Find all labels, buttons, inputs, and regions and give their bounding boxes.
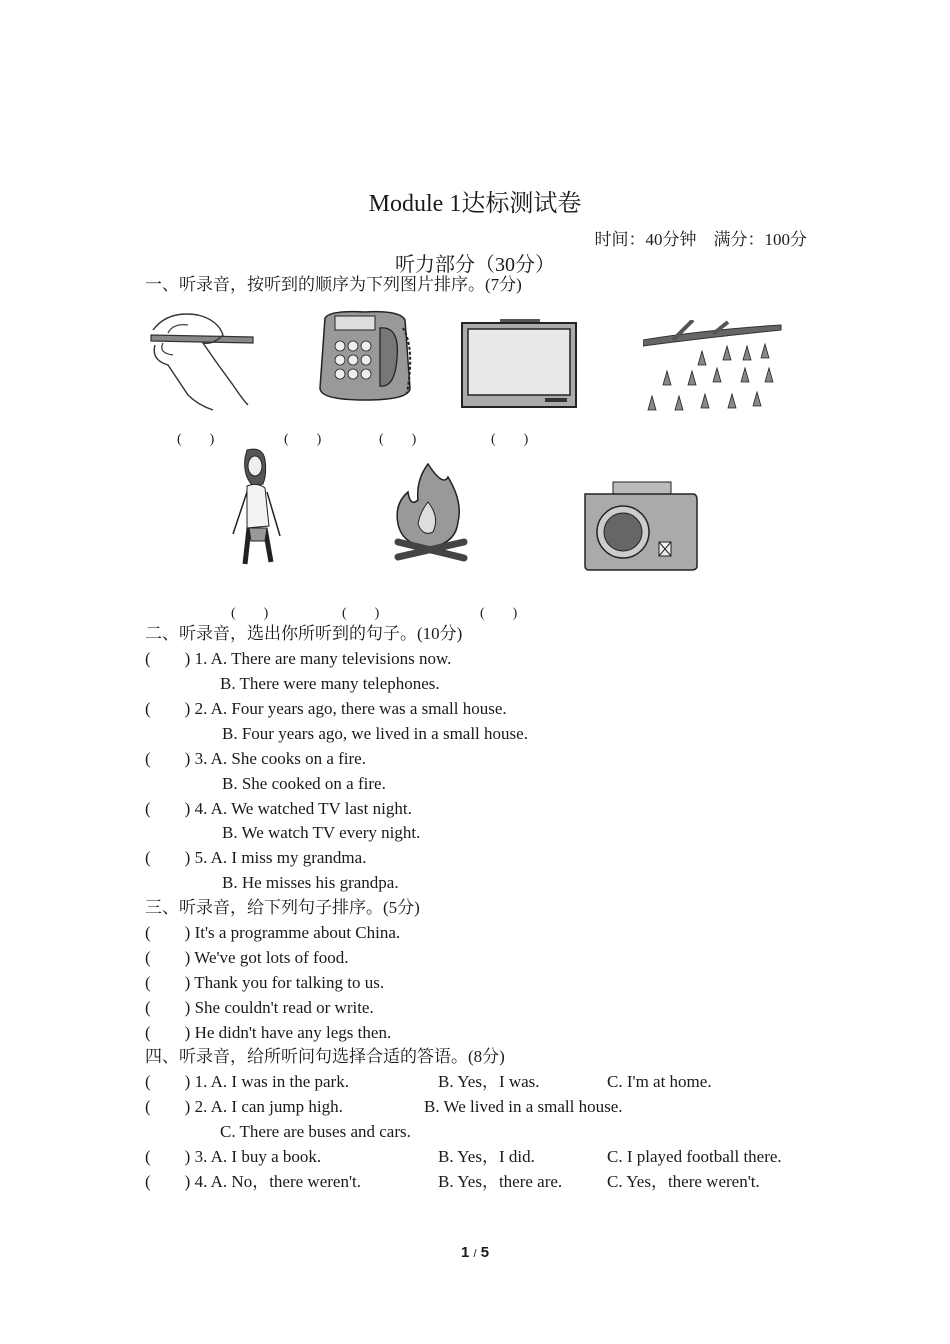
section1-heading: 一、听录音，按听到的顺序为下列图片排序。(7分) [145, 275, 522, 294]
question-line: ( ) 4. A. We watched TV last night. [145, 799, 412, 818]
option-b: B. Yes，I was. [438, 1072, 540, 1091]
exam-meta: 时间：40分钟 满分：100分 [594, 230, 807, 249]
woman-icon [225, 446, 290, 566]
option-c: C. There are buses and cars. [220, 1122, 411, 1141]
answer-paren[interactable]: ( ) [491, 432, 529, 447]
total-pages: 5 [480, 1244, 490, 1261]
option-line: B. There were many telephones. [220, 674, 440, 693]
question-line: ( ) 2. A. Four years ago, there was a small house. [145, 699, 507, 718]
answer-paren[interactable]: ( ) [342, 606, 380, 621]
television-icon [460, 318, 578, 410]
option-c: C. Yes，there weren't. [607, 1172, 760, 1191]
radio-icon [583, 480, 699, 572]
campfire-icon [388, 462, 474, 570]
page-title: Module 1达标测试卷 [368, 191, 582, 217]
question-line: ( ) 1. A. There are many televisions now. [145, 649, 452, 668]
page-separator: / [473, 1248, 477, 1260]
sentence-line: ( ) We've got lots of food. [145, 948, 349, 967]
answer-paren[interactable]: ( ) [177, 432, 215, 447]
question-line: ( ) 2. A. I can jump high. [145, 1097, 343, 1116]
answer-paren[interactable]: ( ) [284, 432, 322, 447]
hand-writing-icon [143, 305, 258, 415]
listening-header: 听力部分（30分） [395, 254, 555, 276]
answer-paren[interactable]: ( ) [480, 606, 518, 621]
page-number [0, 1244, 950, 1261]
section3-heading: 三、听录音，给下列句子排序。(5分) [145, 898, 420, 917]
option-c: C. I played football there. [607, 1147, 782, 1166]
question-line: ( ) 5. A. I miss my grandma. [145, 848, 367, 867]
option-c: C. I'm at home. [607, 1072, 712, 1091]
option-line: B. Four years ago, we lived in a small house. [222, 724, 528, 743]
section2-heading: 二、听录音，选出你所听到的句子。(10分) [145, 624, 463, 643]
option-line: B. She cooked on a fire. [222, 774, 386, 793]
option-b: B. We lived in a small house. [424, 1097, 623, 1116]
question-line: ( ) 1. A. I was in the park. [145, 1072, 349, 1091]
current-page: 1 [460, 1244, 470, 1261]
sentence-line: ( ) She couldn't read or write. [145, 998, 374, 1017]
answer-paren[interactable]: ( ) [379, 432, 417, 447]
option-b: B. Yes，there are. [438, 1172, 563, 1191]
sentence-line: ( ) It's a programme about China. [145, 923, 401, 942]
option-line: B. We watch TV every night. [222, 823, 421, 842]
question-line: ( ) 3. A. She cooks on a fire. [145, 749, 366, 768]
question-line: ( ) 3. A. I buy a book. [145, 1147, 322, 1166]
option-line: B. He misses his grandpa. [222, 873, 399, 892]
grass-fire-icon [643, 320, 783, 415]
section4-heading: 四、听录音，给所听问句选择合适的答语。(8分) [145, 1047, 505, 1066]
option-b: B. Yes，I did. [438, 1147, 535, 1166]
sentence-line: ( ) Thank you for talking to us. [145, 973, 385, 992]
telephone-icon [315, 308, 415, 405]
sentence-line: ( ) He didn't have any legs then. [145, 1023, 392, 1042]
answer-paren[interactable]: ( ) [231, 606, 269, 621]
question-line: ( ) 4. A. No，there weren't. [145, 1172, 361, 1191]
